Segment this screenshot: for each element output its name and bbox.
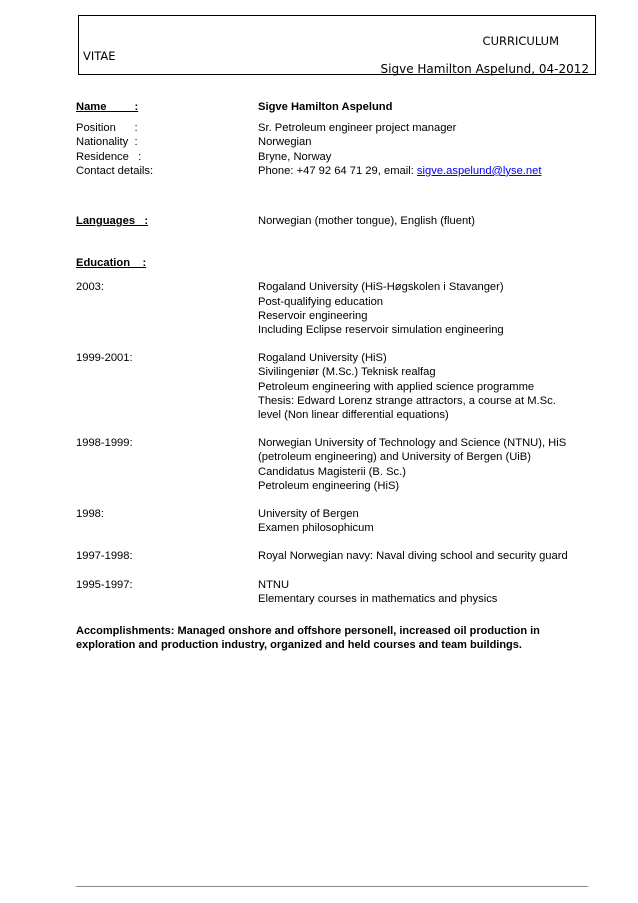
education-period: 2003:	[76, 281, 104, 294]
education-entry	[76, 507, 596, 535]
education-entry	[76, 436, 596, 493]
languages-row	[76, 214, 596, 228]
education-line: level (Non linear differential equations)	[258, 409, 449, 422]
education-details	[258, 280, 596, 337]
contact-row	[76, 164, 596, 178]
education-entry	[76, 351, 596, 422]
languages-label: Languages :	[76, 215, 149, 228]
education-details	[258, 578, 596, 606]
education-period: 1999-2001:	[76, 352, 133, 365]
education-list	[76, 280, 596, 606]
contact-phone: Phone: +47 92 64 71 29, email:	[258, 164, 417, 177]
contact-value	[258, 164, 596, 178]
education-entry	[76, 280, 596, 337]
accomplishments: Accomplishments: Managed onshore and offshore personell, increased oil production in exploration and production industry, organized and held courses and team buildings.	[76, 625, 540, 652]
education-entry	[76, 578, 596, 606]
personal-row	[76, 135, 596, 149]
personal-row-value: Bryne, Norway	[258, 150, 332, 163]
header-curriculum: CURRICULUM	[482, 34, 559, 48]
education-line: Including Eclipse reservoir simulation engineering	[258, 324, 504, 337]
name-value: Sigve Hamilton Aspelund	[258, 101, 393, 113]
contact-label: Contact details:	[76, 164, 154, 177]
name-label: Name :	[76, 101, 139, 113]
education-period: 1998:	[76, 508, 104, 521]
education-details	[258, 507, 596, 535]
personal-row-label: Nationality :	[76, 136, 138, 149]
education-line: Rogaland University (HiS-Høgskolen i Stavanger)	[258, 281, 504, 294]
education-line: Candidatus Magisterii (B. Sc.)	[258, 465, 406, 478]
education-line: Royal Norwegian navy: Naval diving school and security guard	[258, 550, 568, 563]
header-vitae: VITAE	[83, 49, 116, 63]
cv-header-box	[78, 15, 596, 75]
education-period: 1997-1998:	[76, 550, 133, 563]
personal-row-value: Norwegian	[258, 136, 312, 149]
footer-divider	[76, 886, 588, 887]
education-line: Rogaland University (HiS)	[258, 352, 387, 365]
education-period: 1998-1999:	[76, 437, 133, 450]
education-line: Reservoir engineering	[258, 309, 368, 322]
education-details	[258, 351, 596, 422]
languages-value: Norwegian (mother tongue), English (fluent)	[258, 215, 476, 228]
education-details	[258, 549, 596, 563]
education-line: Sivilingeniør (M.Sc.) Teknisk realfag	[258, 366, 436, 379]
education-details	[258, 436, 596, 493]
cv-content	[76, 100, 596, 652]
education-line: Post-qualifying education	[258, 295, 384, 308]
education-line: University of Bergen	[258, 508, 359, 521]
education-line: Norwegian University of Technology and Science (NTNU), HiS	[258, 437, 567, 450]
email-link[interactable]: sigve.aspelund@lyse.net	[416, 164, 542, 177]
education-line: Thesis: Edward Lorenz strange attractors, a course at M.Sc.	[258, 394, 556, 407]
personal-row-value: Sr. Petroleum engineer project manager	[258, 122, 457, 135]
education-heading-row	[76, 256, 596, 270]
education-line: Petroleum engineering with applied science programme	[258, 380, 535, 393]
name-row	[76, 100, 596, 114]
personal-rows	[76, 121, 596, 164]
education-entry	[76, 549, 596, 563]
personal-row	[76, 121, 596, 135]
education-line: Petroleum engineering (HiS)	[258, 479, 400, 492]
personal-row	[76, 150, 596, 164]
personal-row-label: Residence :	[76, 150, 142, 163]
education-period: 1995-1997:	[76, 578, 133, 591]
education-line: Elementary courses in mathematics and physics	[258, 592, 498, 605]
education-line: Examen philosophicum	[258, 522, 374, 535]
education-line: (petroleum engineering) and University of Bergen (UiB)	[258, 451, 531, 464]
education-line: NTNU	[258, 578, 290, 591]
education-label: Education :	[76, 257, 147, 270]
personal-row-label: Position :	[76, 122, 138, 135]
header-name-date: Sigve Hamilton Aspelund, 04-2012	[380, 62, 589, 76]
